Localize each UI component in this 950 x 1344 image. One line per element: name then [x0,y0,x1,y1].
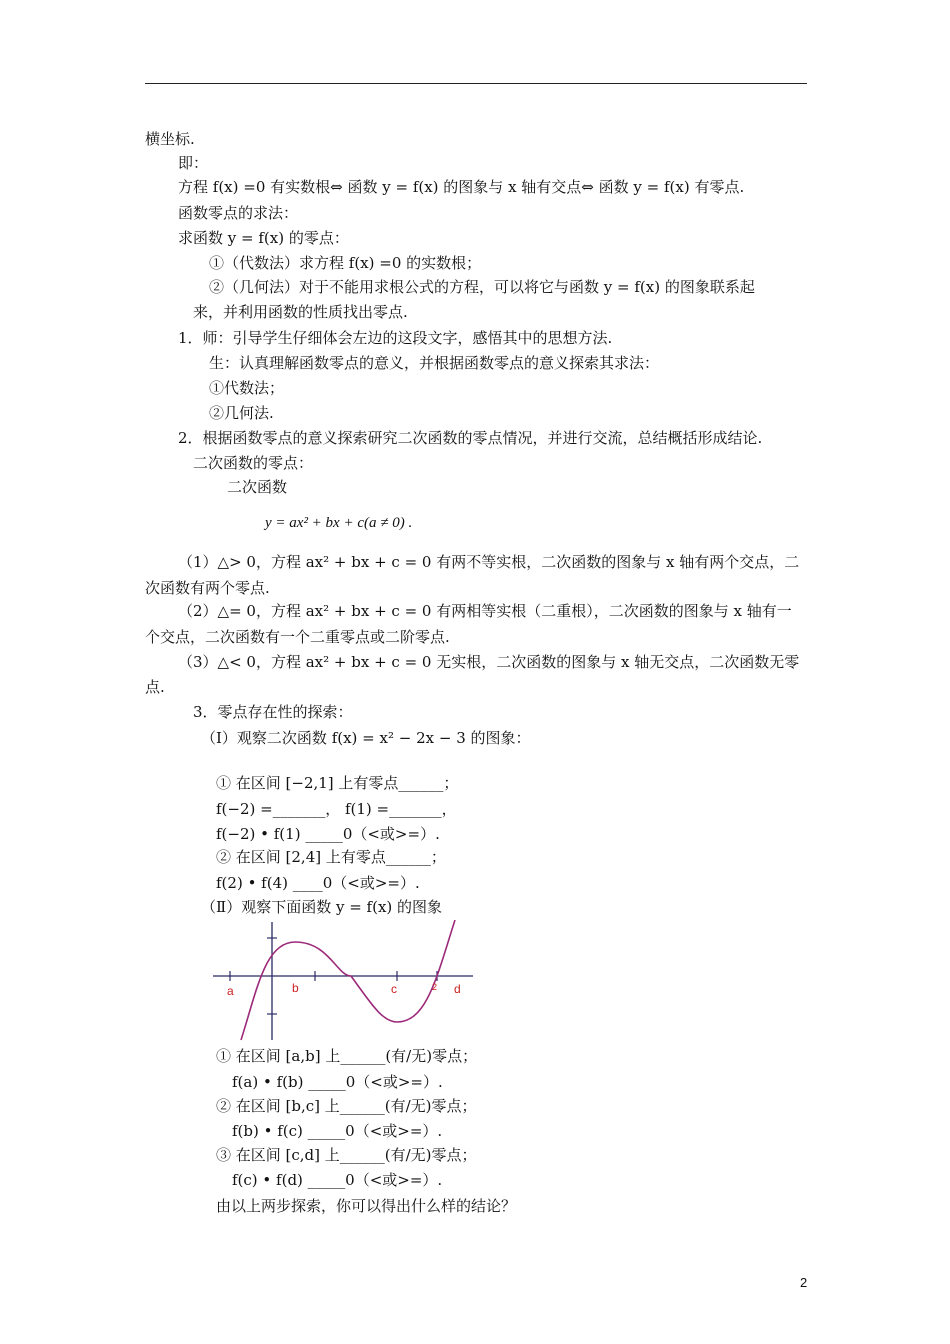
text-line: ① 在区间 [−2,1] 上有零点______； [216,774,459,792]
formula-line: y = ax² + bx + c(a ≠ 0) . [265,515,413,531]
text-line: ② 在区间 [2,4] 上有零点______； [216,848,446,866]
text-line: ① 在区间 [a,b] 上______(有/无)零点； [216,1047,478,1065]
text-line: 点. [145,678,165,696]
text-line: f(−2) • f(1) _____0（<或>=）. [216,825,440,843]
text-line: f(−2) =_______， f(1) =_______， [216,800,457,818]
text-line: f(a) • f(b) _____0（<或>=）. [232,1073,443,1091]
label-2: 2 [432,982,438,992]
text-line: 横坐标. [145,130,195,148]
function-graph [205,920,480,1042]
text-line: ①（代数法）求方程 f(x) =0 的实数根； [209,254,482,272]
text-line: 二次函数 [227,478,288,496]
page-number: 2 [800,1275,808,1290]
text-line: 求函数 y = f(x) 的零点： [178,229,349,247]
text-line: 二次函数的零点： [193,454,314,472]
label-c: c [391,982,397,996]
label-a: a [227,984,234,998]
text-line: 1．师：引导学生仔细体会左边的这段文字，感悟其中的思想方法. [178,329,613,347]
text-line: （1）△> 0，方程 ax² + bx + c = 0 有两不等实根，二次函数的图象与 x 轴有两个交点，二 [178,553,800,571]
text-line: ①代数法； [209,379,285,397]
text-line: f(b) • f(c) _____0（<或>=）. [232,1122,443,1140]
text-line: 生：认真理解函数零点的意义，并根据函数零点的意义探索其求法： [209,354,660,372]
text-line: 方程 f(x) =0 有实数根⇔ 函数 y = f(x) 的图象与 x 轴有交点⇔ 函数 y = f(x) 有零点. [178,178,745,196]
text-line: 3．零点存在性的探索： [193,703,353,721]
text-line: 由以上两步探索，你可以得出什么样的结论？ [216,1197,517,1215]
text-line: （Ⅱ）观察下面函数 y = f(x) 的图象 [201,898,443,916]
text-line: ③ 在区间 [c,d] 上______(有/无)零点； [216,1146,477,1164]
header-rule [145,83,807,84]
text-line: f(c) • f(d) _____0（<或>=）. [232,1171,443,1189]
text-line: 即： [178,154,209,172]
text-line: 个交点，二次函数有一个二重零点或二阶零点. [145,628,450,646]
text-line: ②几何法. [209,404,274,422]
text-line: 函数零点的求法： [178,204,299,222]
text-line: 来，并利用函数的性质找出零点. [193,303,408,321]
text-line: （2）△= 0，方程 ax² + bx + c = 0 有两相等实根（二重根），二次函数的图象与 x 轴有一 [178,602,792,620]
text-line: ②（几何法）对于不能用求根公式的方程，可以将它与函数 y = f(x) 的图象联系起 [209,278,755,296]
text-line: f(2) • f(4) ____0（<或>=）. [216,874,420,892]
text-line: 次函数有两个零点. [145,579,270,597]
label-d: d [454,982,461,996]
text-line: （Ⅰ）观察二次函数 f(x) = x² − 2x − 3 的图象： [201,729,531,747]
text-line: ② 在区间 [b,c] 上______(有/无)零点； [216,1097,477,1115]
text-line: （3）△< 0，方程 ax² + bx + c = 0 无实根，二次函数的图象与 x 轴无交点，二次函数无零 [178,653,800,671]
label-b: b [292,981,299,995]
text-line: 2．根据函数零点的意义探索研究二次函数的零点情况，并进行交流，总结概括形成结论. [178,429,763,447]
